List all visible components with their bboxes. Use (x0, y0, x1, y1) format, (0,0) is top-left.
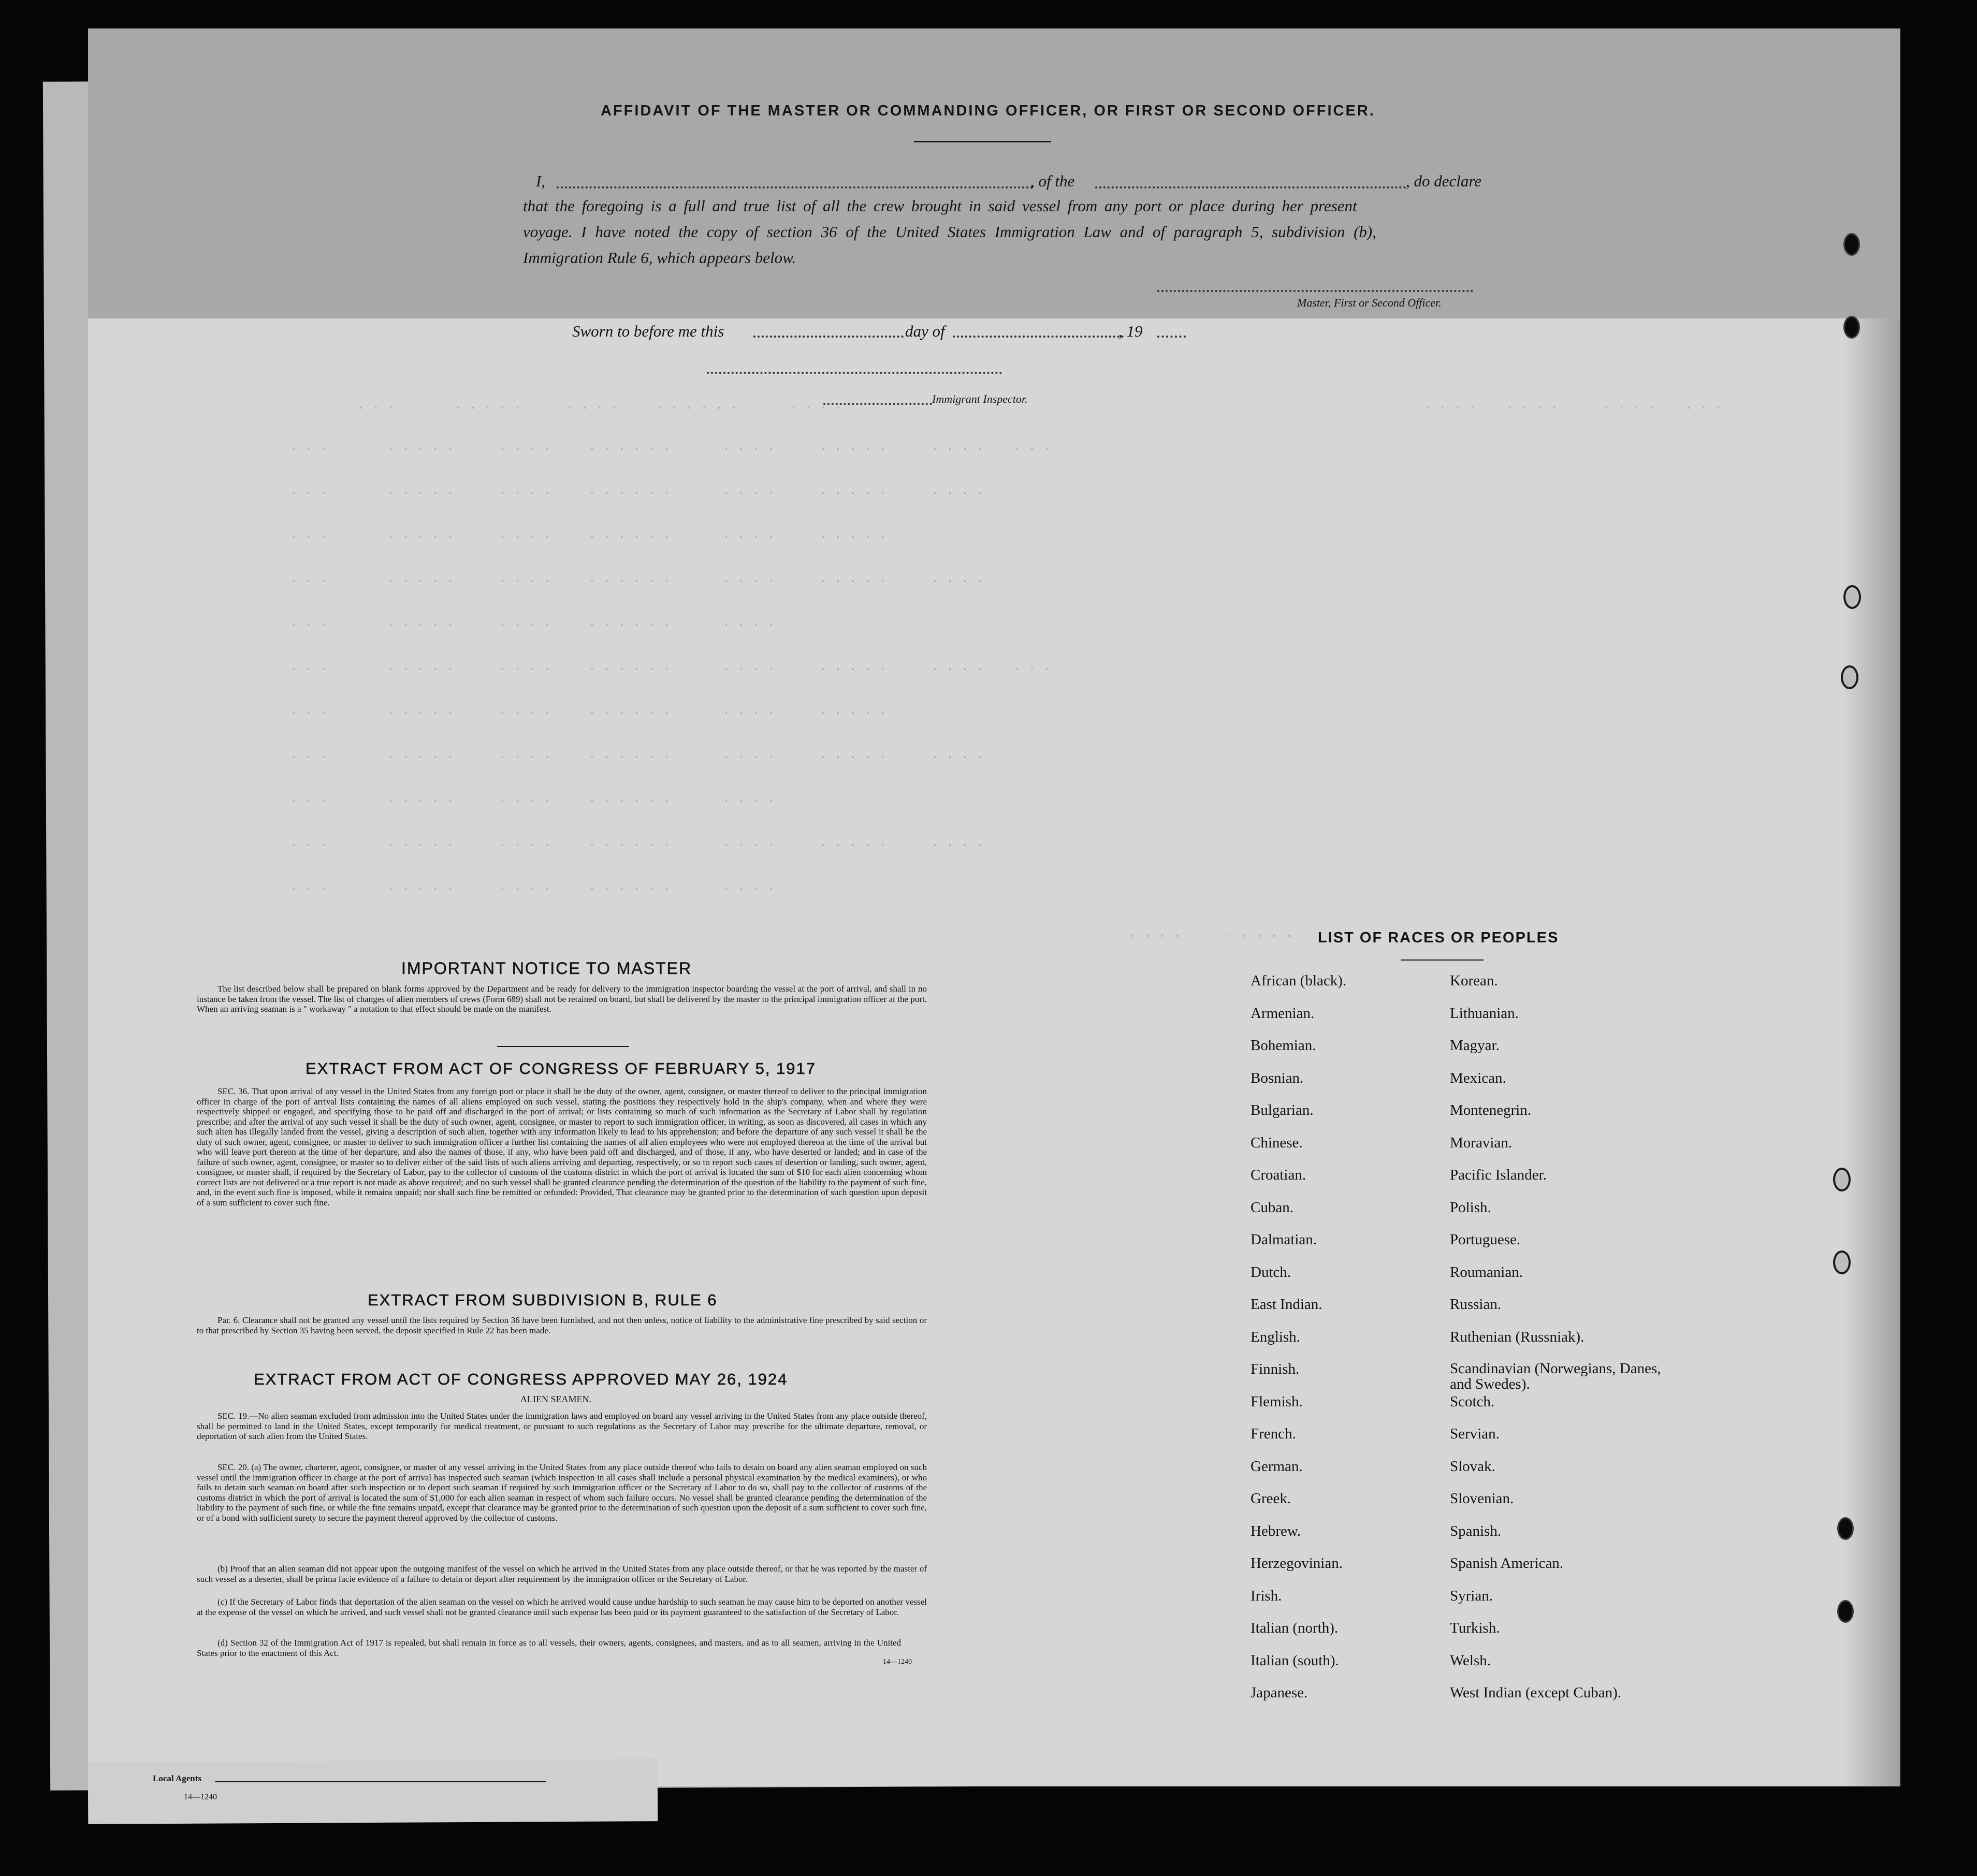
race-item: Mexican. (1450, 1070, 1506, 1086)
race-item: Japanese. (1251, 1684, 1308, 1701)
sworn-year-field[interactable] (1157, 336, 1186, 338)
race-item: Italian (north). (1251, 1620, 1339, 1636)
race-item: Syrian. (1450, 1588, 1493, 1604)
affidavit-line-3: voyage. I have noted the copy of section 36 of the United States Immigration Law and of paragraph 5, subdivision (b), (523, 223, 1376, 241)
extract-rule6-title: EXTRACT FROM SUBDIVISION B, RULE 6 (368, 1291, 718, 1309)
master-signature-line[interactable] (1157, 290, 1473, 292)
race-item: Dalmatian. (1251, 1231, 1317, 1248)
local-agents-line (215, 1781, 546, 1782)
footer-form-number: 14—1240 (184, 1793, 217, 1801)
extract-form-number: 14—1240 (883, 1658, 912, 1666)
race-item: Bohemian. (1251, 1037, 1316, 1054)
sworn-label: Sworn to before me this (572, 322, 724, 340)
extract-1917-text: SEC. 36. That upon arrival of any vessel in the United States from any foreign port or place it shall be the duty of the owner, agent, consignee, or master thereof to deliver to the principal immigration officer in charge of the port of arrival lists containing the names of all aliens employed on such vessel, stating the positions they respectively hold in the ship's company, when and where they were respectively shipped or engaged, and specifying those to be paid off and discharged in the port of arrival; or lists containing so much of such information as the Secretary of Labor shall by regulation prescribe; and after the arrival of any such vessel it shall be the duty of such owner, agent, consignee, or master to report to such immigration officer, in writing, as soon as discovered, all cases in which any such alien has illegally landed from the vessel, giving a description of such alien, together with any information likely to lead to his apprehension; and before the departure of any such vessel it shall be the duty of such owner, agent, consignee, or master to deliver to such immigration officer a further list containing the names of all alien employees who were not employed thereon at the time of the arrival but who will leave port thereon at the time of her departure, and also the names of those, if any, who have been paid off and discharged, and of those, if any, who have deserted or landed; and in case of the failure of such owner, agent, consignee, or master so to deliver either of the said lists of such aliens arriving and departing, respectively, or so to report such cases of desertion or landing, such owner, agent, consignee, or master shall, if required by the Secretary of Labor, pay to the collector of customs of the customs district in which the port of arrival is located the sum of $10 for each alien concerning whom correct lists are not delivered or a true report is not made as above required; and no such vessel shall be granted clearance pending the determination of the question of the liability to the payment of such fine, and, in the event such fine is imposed, while it remains unpaid; nor shall such fine be remitted or refunded: Provided, That clearance may be granted prior to the determination of such question upon deposit of a sum sufficient to cover such fine. (197, 1086, 927, 1208)
race-item: Turkish. (1450, 1620, 1500, 1636)
race-item: Croatian. (1251, 1167, 1306, 1183)
binder-hole (1841, 665, 1858, 689)
race-item: Montenegrin. (1450, 1102, 1532, 1118)
race-item: German. (1251, 1458, 1303, 1475)
binder-hole (1837, 1517, 1854, 1540)
vessel-name-field[interactable] (1095, 186, 1406, 188)
race-item: English. (1251, 1329, 1300, 1345)
binder-hole (1833, 1168, 1851, 1191)
binder-hole (1843, 585, 1861, 609)
affidavit-band (88, 28, 1900, 318)
extract-1924-sec20a: SEC. 20. (a) The owner, charterer, agent, consignee, or master of any vessel arriving in the United States from any place outside thereof who fails to detain on board any alien seaman employed on such vessel until the immigration officer in charge at the port of arrival has inspected such seaman (which inspection in all cases shall include a personal physical examination by the medical examiners), or who fails to detain such seaman on board after such inspection or to deport such seaman if required by such immigration officer or the Secretary of Labor to do so, shall pay to the collector of customs of the customs district in which the port of arrival is located the sum of $1,000 for each alien seaman in respect of whom such failure occurs. No vessel shall be granted clearance pending the determination of the liability to the payment of such fine, or while the fine remains unpaid, except that clearance may be granted prior to the determination of such question upon the deposit of a sum sufficient to cover such fine, or of a bond with sufficient surety to secure the payment thereof approved by the collector of customs. (197, 1462, 927, 1523)
extract-1924-sec20c: (c) If the Secretary of Labor finds that deportation of the alien seaman on the vessel on which he arrived would cause undue hardship to such seaman he may cause him to be deported on another vessel at the expense of the vessel on which he arrived, and such vessel shall not be granted clearance until such expense has been paid or its payment guaranteed to the satisfaction of the Secretary of Labor. (197, 1597, 927, 1617)
race-item: Lithuanian. (1450, 1005, 1519, 1022)
binder-hole (1833, 1250, 1851, 1274)
master-label: Master, First or Second Officer. (1297, 296, 1442, 309)
race-item: Slovak. (1450, 1458, 1495, 1475)
races-title-underline (1401, 959, 1484, 961)
races-title: LIST OF RACES OR PEOPLES (1318, 929, 1559, 946)
lower-sheet-strip (88, 1759, 658, 1824)
race-item: Irish. (1251, 1588, 1282, 1604)
race-item: East Indian. (1251, 1296, 1322, 1313)
race-item: Russian. (1450, 1296, 1502, 1313)
binder-hole (1843, 233, 1860, 256)
race-item: Flemish. (1251, 1393, 1303, 1410)
day-of-label: day of (905, 322, 945, 340)
race-item: Greek. (1251, 1490, 1291, 1507)
race-item: Italian (south). (1251, 1652, 1339, 1669)
year-label: , 19 (1118, 322, 1143, 340)
race-item: Armenian. (1251, 1005, 1315, 1022)
page-edge-shadow (1843, 318, 1900, 1786)
local-agents-label: Local Agents (153, 1773, 201, 1783)
binder-hole (1843, 316, 1860, 339)
race-item: Herzegovinian. (1251, 1555, 1343, 1572)
binder-hole (1837, 1600, 1854, 1623)
race-item: Bosnian. (1251, 1070, 1304, 1086)
race-item: Magyar. (1450, 1037, 1500, 1054)
inspector-label: Immigrant Inspector. (932, 392, 1028, 405)
affidavit-line-4: Immigration Rule 6, which appears below. (523, 249, 796, 267)
race-item: West Indian (except Cuban). (1450, 1684, 1622, 1701)
race-item: Polish. (1450, 1199, 1491, 1216)
race-item: Welsh. (1450, 1652, 1491, 1669)
race-item: African (black). (1251, 972, 1347, 989)
race-item: Scotch. (1450, 1393, 1495, 1410)
race-item: Slovenian. (1450, 1490, 1514, 1507)
race-item: Bulgarian. (1251, 1102, 1314, 1118)
do-declare-label: , do declare (1406, 172, 1482, 190)
extract-1924-sec20d: (d) Section 32 of the Immigration Act of 1917 is repealed, but shall remain in force as to all vessels, their owners, agents, consignees, and masters, and as to all seamen, arriving in the United States prior to the enactment of this Act. (197, 1638, 901, 1658)
race-item: Chinese. (1251, 1135, 1303, 1151)
divider (497, 1046, 629, 1047)
race-item: Pacific Islander. (1450, 1167, 1547, 1183)
inspector-signature-line[interactable] (707, 372, 1002, 374)
extract-1917-title: EXTRACT FROM ACT OF CONGRESS OF FEBRUARY 5, 1917 (306, 1059, 817, 1078)
sworn-month-field[interactable] (953, 336, 1124, 338)
affidavit-title-underline (914, 141, 1051, 142)
declarant-lead: I, (536, 172, 546, 190)
race-item: French. (1251, 1426, 1296, 1442)
of-the-label: , of the (1030, 172, 1075, 190)
race-item: Spanish American. (1450, 1555, 1564, 1572)
notice-title: IMPORTANT NOTICE TO MASTER (401, 959, 692, 978)
race-item: Hebrew. (1251, 1523, 1301, 1539)
race-item: Korean. (1450, 972, 1498, 989)
race-item: Scandinavian (Norwegians, Danes, and Swedes). (1450, 1360, 1661, 1392)
race-item: Finnish. (1251, 1361, 1300, 1377)
affidavit-title: AFFIDAVIT OF THE MASTER OR COMMANDING OFFICER, OR FIRST OR SECOND OFFICER. (601, 103, 1375, 119)
extract-1924-title: EXTRACT FROM ACT OF CONGRESS APPROVED MAY 26, 1924 (254, 1370, 788, 1388)
race-item: Moravian. (1450, 1135, 1512, 1151)
affidavit-line-2: that the foregoing is a full and true list of all the crew brought in said vessel from any port or place during her present (523, 197, 1357, 215)
race-item: Cuban. (1251, 1199, 1293, 1216)
race-item: Ruthenian (Russniak). (1450, 1329, 1584, 1345)
race-item: Dutch. (1251, 1264, 1291, 1281)
extract-1924-sec20b: (b) Proof that an alien seaman did not appear upon the outgoing manifest of the vessel on which he arrived in the United States from any place outside thereof, or that he was reported by the master of such vessel as a deserter, shall be prima facie evidence of a failure to detain or deport after requirement by the immigration officer or the Secretary of Labor. (197, 1564, 927, 1584)
race-item: Roumanian. (1450, 1264, 1523, 1281)
extract-rule6-text: Par. 6. Clearance shall not be granted any vessel until the lists required by Section 36 have been furnished, and not then unless, notice of liability to the administrative fine prescribed by said section or to that prescribed by Section 35 having been served, the deposit specified in Rule 22 has been made. (197, 1315, 927, 1335)
inspector-name-field[interactable] (823, 403, 932, 405)
race-item: Spanish. (1450, 1523, 1502, 1539)
race-item: Servian. (1450, 1426, 1500, 1442)
notice-text: The list described below shall be prepared on blank forms approved by the Department and be ready for delivery to the immigration inspector boarding the vessel at the port of arrival, and shall in no instance be taken from the vessel. The list of changes of alien members of crews (Form 689) shall not be retained on board, but shall be delivered by the master to the principal immigration officer at the port. When an arriving seaman is a " workaway " a notation to that effect should be made on the manifest. (197, 984, 927, 1014)
race-item: Portuguese. (1450, 1231, 1521, 1248)
extract-1924-subtitle: ALIEN SEAMEN. (520, 1394, 591, 1404)
sworn-day-field[interactable] (753, 336, 904, 338)
extract-1924-sec19: SEC. 19.—No alien seaman excluded from admission into the United States under the immigration laws and employed on board any vessel arriving in the United States from any place outside thereof, shall be permitted to land in the United States, except temporarily for medical treatment, or pursuant to such regulations as the Secretary of Labor may prescribe for the ultimate departure, removal, or deportation of such alien from the United States. (197, 1411, 927, 1441)
declarant-name-field[interactable] (557, 186, 1033, 188)
